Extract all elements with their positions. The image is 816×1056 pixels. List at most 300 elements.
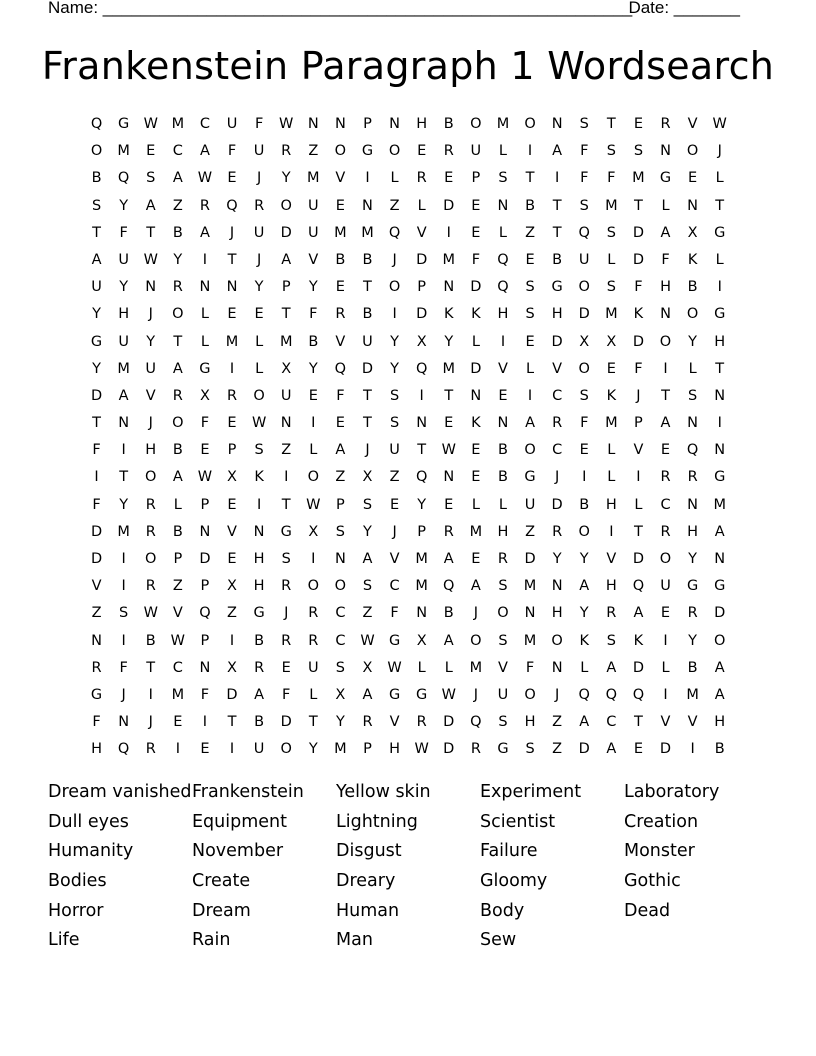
grid-letter[interactable]: J xyxy=(148,415,153,432)
grid-letter[interactable]: J xyxy=(392,251,397,268)
grid-letter[interactable]: W xyxy=(279,116,294,132)
grid-letter[interactable]: Z xyxy=(362,605,373,622)
grid-letter[interactable]: Y xyxy=(281,170,291,187)
grid-letter[interactable]: L xyxy=(390,170,399,187)
grid-letter[interactable]: T xyxy=(633,714,643,731)
grid-letter[interactable]: I xyxy=(121,442,126,459)
grid-letter[interactable]: N xyxy=(199,659,211,676)
grid-letter[interactable]: S xyxy=(498,714,508,731)
grid-letter[interactable]: J xyxy=(473,605,478,622)
grid-letter[interactable]: M xyxy=(713,496,726,513)
grid-letter[interactable]: N xyxy=(714,387,726,404)
grid-letter[interactable]: D xyxy=(632,251,644,268)
grid-letter[interactable]: E xyxy=(660,442,671,459)
grid-letter[interactable]: D xyxy=(470,279,482,296)
grid-letter[interactable]: H xyxy=(605,578,617,595)
grid-letter[interactable]: N xyxy=(416,415,428,432)
grid-letter[interactable]: D xyxy=(551,496,563,513)
grid-letter[interactable]: D xyxy=(524,551,536,567)
grid-letter[interactable]: I xyxy=(527,143,533,160)
grid-letter[interactable]: M xyxy=(307,170,320,187)
grid-letter[interactable]: G xyxy=(714,469,726,486)
grid-letter[interactable]: S xyxy=(91,197,102,214)
grid-letter[interactable]: L xyxy=(715,170,724,187)
grid-letter[interactable]: B xyxy=(525,197,536,214)
grid-letter[interactable]: W xyxy=(143,116,158,132)
grid-letter[interactable]: Y xyxy=(390,333,399,350)
grid-letter[interactable]: E xyxy=(633,741,643,758)
grid-letter[interactable]: D xyxy=(416,306,428,323)
grid-letter[interactable]: D xyxy=(578,306,590,323)
grid-letter[interactable]: Y xyxy=(390,360,399,377)
grid-letter[interactable]: W xyxy=(143,605,158,622)
grid-letter[interactable]: I xyxy=(121,578,126,595)
grid-letter[interactable]: O xyxy=(172,306,184,323)
grid-letter[interactable]: M xyxy=(686,686,699,703)
grid-letter[interactable]: G xyxy=(388,632,401,649)
grid-letter[interactable]: F xyxy=(200,415,210,432)
grid-letter[interactable]: S xyxy=(606,632,616,649)
grid-letter[interactable]: L xyxy=(498,143,507,160)
grid-letter[interactable]: T xyxy=(173,333,183,350)
grid-letter[interactable]: H xyxy=(714,333,726,350)
grid-letter[interactable]: M xyxy=(117,360,130,377)
grid-letter[interactable]: I xyxy=(717,279,722,296)
grid-letter[interactable]: V xyxy=(687,714,698,731)
grid-letter[interactable]: U xyxy=(307,224,319,241)
grid-letter[interactable]: X xyxy=(199,387,210,404)
grid-letter[interactable]: Y xyxy=(444,333,454,350)
grid-letter[interactable]: L xyxy=(309,442,318,459)
grid-letter[interactable]: C xyxy=(172,143,183,160)
grid-letter[interactable]: A xyxy=(91,251,102,268)
grid-letter[interactable]: J xyxy=(392,523,397,540)
grid-letter[interactable]: Y xyxy=(92,360,101,377)
grid-letter[interactable]: W xyxy=(441,442,456,459)
grid-letter[interactable]: I xyxy=(229,741,235,758)
grid-letter[interactable]: N xyxy=(145,279,157,296)
grid-letter[interactable]: N xyxy=(714,442,726,459)
grid-letter[interactable]: V xyxy=(145,387,156,404)
grid-letter[interactable]: D xyxy=(90,387,103,404)
grid-letter[interactable]: B xyxy=(497,469,508,486)
grid-letter[interactable]: M xyxy=(605,306,618,323)
grid-letter[interactable]: F xyxy=(119,224,128,241)
grid-letter[interactable]: V xyxy=(172,605,183,622)
grid-letter[interactable]: V xyxy=(497,360,508,377)
grid-letter[interactable]: T xyxy=(606,116,616,132)
grid-letter[interactable]: R xyxy=(497,551,508,567)
grid-letter[interactable]: Q xyxy=(497,251,509,268)
grid-letter[interactable]: H xyxy=(145,442,157,459)
grid-letter[interactable]: Q xyxy=(415,469,428,486)
grid-letter[interactable]: V xyxy=(308,251,319,268)
grid-letter[interactable]: A xyxy=(714,659,725,676)
grid-letter[interactable]: B xyxy=(145,632,156,649)
grid-letter[interactable]: N xyxy=(334,551,346,567)
grid-letter[interactable]: B xyxy=(172,523,183,540)
grid-letter[interactable]: Y xyxy=(552,551,562,567)
grid-letter[interactable]: Y xyxy=(119,496,129,513)
grid-letter[interactable]: L xyxy=(417,659,426,676)
grid-letter[interactable]: Q xyxy=(415,360,428,377)
grid-letter[interactable]: D xyxy=(280,224,292,241)
grid-letter[interactable]: N xyxy=(497,415,509,432)
grid-letter[interactable]: Z xyxy=(525,224,536,241)
grid-letter[interactable]: X xyxy=(416,632,427,649)
grid-letter[interactable]: A xyxy=(470,578,481,595)
grid-letter[interactable]: L xyxy=(255,360,264,377)
grid-letter[interactable]: Z xyxy=(335,469,346,486)
grid-letter[interactable]: E xyxy=(254,306,264,323)
grid-letter[interactable]: J xyxy=(121,686,126,703)
grid-letter[interactable]: Q xyxy=(578,686,590,703)
grid-letter[interactable]: A xyxy=(714,523,725,540)
grid-letter[interactable]: U xyxy=(524,496,536,513)
grid-letter[interactable]: H xyxy=(91,741,102,758)
grid-letter[interactable]: M xyxy=(605,197,618,214)
grid-letter[interactable]: U xyxy=(145,360,157,377)
grid-letter[interactable]: N xyxy=(91,632,102,649)
grid-letter[interactable]: H xyxy=(416,116,428,132)
grid-letter[interactable]: X xyxy=(227,469,237,486)
grid-letter[interactable]: C xyxy=(660,496,671,513)
grid-letter[interactable]: O xyxy=(307,578,319,595)
grid-letter[interactable]: E xyxy=(471,442,481,459)
grid-letter[interactable]: S xyxy=(119,605,129,622)
grid-letter[interactable]: D xyxy=(578,741,590,758)
grid-letter[interactable]: G xyxy=(361,143,374,160)
grid-letter[interactable]: M xyxy=(469,659,483,676)
grid-letter[interactable]: G xyxy=(714,224,726,241)
grid-letter[interactable]: C xyxy=(172,659,183,676)
grid-letter[interactable]: Y xyxy=(119,279,129,296)
grid-letter[interactable]: Z xyxy=(552,714,563,731)
grid-letter[interactable]: T xyxy=(363,387,372,404)
grid-letter[interactable]: R xyxy=(254,197,265,214)
grid-letter[interactable]: L xyxy=(688,360,697,377)
grid-letter[interactable]: G xyxy=(90,333,103,350)
grid-letter[interactable]: S xyxy=(525,741,535,758)
grid-letter[interactable]: P xyxy=(200,496,210,513)
grid-letter[interactable]: K xyxy=(254,469,264,486)
grid-letter[interactable]: R xyxy=(335,306,346,323)
grid-letter[interactable]: U xyxy=(226,116,238,132)
grid-letter[interactable]: K xyxy=(471,415,481,432)
grid-letter[interactable]: Y xyxy=(308,741,318,758)
grid-letter[interactable]: Y xyxy=(579,605,589,622)
grid-letter[interactable]: L xyxy=(173,496,182,513)
grid-letter[interactable]: E xyxy=(200,442,210,459)
grid-letter[interactable]: X xyxy=(416,333,427,350)
grid-letter[interactable]: X xyxy=(579,333,590,350)
grid-letter[interactable]: B xyxy=(552,251,563,268)
grid-letter[interactable]: S xyxy=(389,415,400,432)
grid-letter[interactable]: V xyxy=(633,442,644,459)
grid-letter[interactable]: L xyxy=(634,496,643,513)
grid-letter[interactable]: Q xyxy=(226,197,238,214)
grid-letter[interactable]: L xyxy=(607,442,616,459)
grid-letter[interactable]: N xyxy=(714,551,726,567)
grid-letter[interactable]: E xyxy=(579,442,589,459)
grid-letter[interactable]: V xyxy=(227,523,237,540)
grid-letter[interactable]: S xyxy=(389,387,400,404)
grid-letter[interactable]: R xyxy=(308,632,319,649)
grid-letter[interactable]: O xyxy=(497,605,509,622)
grid-letter[interactable]: R xyxy=(443,143,454,160)
grid-letter[interactable]: H xyxy=(118,306,130,323)
grid-letter[interactable]: Q xyxy=(117,170,130,187)
grid-letter[interactable]: G xyxy=(388,686,401,703)
grid-letter[interactable]: H xyxy=(497,523,509,540)
grid-letter[interactable]: R xyxy=(416,170,427,187)
grid-letter[interactable]: F xyxy=(525,659,535,676)
grid-letter[interactable]: F xyxy=(634,279,643,296)
grid-letter[interactable]: I xyxy=(311,551,316,567)
grid-letter[interactable]: D xyxy=(632,551,644,567)
grid-letter[interactable]: J xyxy=(284,605,289,622)
grid-letter[interactable]: N xyxy=(280,415,292,432)
grid-letter[interactable]: M xyxy=(225,333,239,350)
grid-letter[interactable]: G xyxy=(714,306,726,323)
grid-letter[interactable]: G xyxy=(524,469,536,486)
grid-letter[interactable]: T xyxy=(633,197,643,214)
grid-letter[interactable]: W xyxy=(306,496,321,513)
grid-letter[interactable]: Y xyxy=(417,496,427,513)
grid-letter[interactable]: R xyxy=(145,496,156,513)
grid-letter[interactable]: E xyxy=(444,170,454,187)
grid-letter[interactable]: I xyxy=(663,686,668,703)
grid-letter[interactable]: D xyxy=(416,251,428,268)
grid-letter[interactable]: A xyxy=(254,686,265,703)
grid-letter[interactable]: C xyxy=(389,578,400,595)
grid-letter[interactable]: O xyxy=(172,415,184,432)
grid-letter[interactable]: O xyxy=(578,523,590,540)
grid-letter[interactable]: L xyxy=(471,333,480,350)
grid-letter[interactable]: I xyxy=(311,415,316,432)
grid-letter[interactable]: B xyxy=(579,496,590,513)
grid-letter[interactable]: A xyxy=(552,143,563,160)
grid-letter[interactable]: O xyxy=(524,442,536,459)
grid-letter[interactable]: A xyxy=(606,741,617,758)
grid-letter[interactable]: E xyxy=(173,714,183,731)
grid-letter[interactable]: O xyxy=(686,306,699,323)
grid-letter[interactable]: A xyxy=(118,387,129,404)
grid-letter[interactable]: P xyxy=(417,279,427,296)
grid-letter[interactable]: U xyxy=(118,251,129,268)
grid-letter[interactable]: O xyxy=(280,741,292,758)
grid-letter[interactable]: E xyxy=(444,415,454,432)
grid-letter[interactable]: L xyxy=(498,496,507,513)
grid-letter[interactable]: Z xyxy=(172,197,183,214)
grid-letter[interactable]: S xyxy=(606,279,616,296)
grid-letter[interactable]: G xyxy=(416,686,428,703)
grid-letter[interactable]: M xyxy=(171,116,185,132)
grid-letter[interactable]: L xyxy=(200,333,209,350)
grid-letter[interactable]: Z xyxy=(172,578,183,595)
grid-letter[interactable]: X xyxy=(606,333,617,350)
grid-letter[interactable]: Y xyxy=(254,279,264,296)
grid-letter[interactable]: S xyxy=(254,442,264,459)
grid-letter[interactable]: F xyxy=(119,659,128,676)
grid-letter[interactable]: R xyxy=(687,605,698,622)
grid-letter[interactable]: D xyxy=(443,714,455,731)
grid-letter[interactable]: F xyxy=(200,686,210,703)
grid-letter[interactable]: L xyxy=(526,360,535,377)
grid-letter[interactable]: R xyxy=(281,143,292,160)
grid-letter[interactable]: W xyxy=(712,116,727,132)
grid-letter[interactable]: X xyxy=(335,686,346,703)
grid-letter[interactable]: N xyxy=(687,197,699,214)
grid-letter[interactable]: C xyxy=(552,442,563,459)
grid-letter[interactable]: R xyxy=(199,197,210,214)
grid-letter[interactable]: E xyxy=(227,415,237,432)
grid-letter[interactable]: K xyxy=(633,632,644,649)
grid-letter[interactable]: V xyxy=(552,360,563,377)
grid-letter[interactable]: L xyxy=(607,469,616,486)
grid-letter[interactable]: I xyxy=(392,306,397,323)
grid-letter[interactable]: A xyxy=(362,551,373,567)
grid-letter[interactable]: B xyxy=(497,442,508,459)
grid-letter[interactable]: N xyxy=(334,116,346,132)
grid-letter[interactable]: V xyxy=(606,551,617,567)
grid-letter[interactable]: Y xyxy=(173,251,183,268)
grid-letter[interactable]: R xyxy=(606,605,617,622)
grid-letter[interactable]: N xyxy=(118,415,130,432)
grid-letter[interactable]: T xyxy=(92,415,101,432)
grid-letter[interactable]: I xyxy=(121,551,126,567)
grid-letter[interactable]: Y xyxy=(92,306,101,323)
grid-letter[interactable]: L xyxy=(200,306,209,323)
grid-letter[interactable]: E xyxy=(389,496,400,513)
grid-letter[interactable]: R xyxy=(362,714,373,731)
grid-letter[interactable]: N xyxy=(199,279,211,296)
grid-letter[interactable]: U xyxy=(118,333,129,350)
grid-letter[interactable]: E xyxy=(200,741,210,758)
grid-letter[interactable]: I xyxy=(609,523,614,540)
grid-letter[interactable]: F xyxy=(580,143,589,160)
grid-letter[interactable]: A xyxy=(172,360,183,377)
grid-letter[interactable]: R xyxy=(660,469,671,486)
grid-letter[interactable]: B xyxy=(308,333,319,350)
grid-letter[interactable]: I xyxy=(500,333,506,350)
grid-letter[interactable]: O xyxy=(470,632,482,649)
grid-letter[interactable]: M xyxy=(605,415,618,432)
grid-letter[interactable]: R xyxy=(470,741,481,758)
grid-letter[interactable]: F xyxy=(309,306,318,323)
grid-letter[interactable]: Z xyxy=(308,143,319,160)
grid-letter[interactable]: A xyxy=(714,686,725,703)
grid-letter[interactable]: E xyxy=(660,605,671,622)
grid-letter[interactable]: M xyxy=(117,523,130,540)
grid-letter[interactable]: H xyxy=(253,551,265,567)
grid-letter[interactable]: I xyxy=(663,360,668,377)
grid-letter[interactable]: G xyxy=(551,279,563,296)
grid-letter[interactable]: J xyxy=(148,714,153,731)
grid-letter[interactable]: R xyxy=(226,387,238,404)
grid-letter[interactable]: N xyxy=(362,197,373,214)
grid-letter[interactable]: B xyxy=(91,170,102,187)
grid-letter[interactable]: F xyxy=(580,170,589,187)
grid-letter[interactable]: I xyxy=(148,686,153,703)
grid-letter[interactable]: O xyxy=(578,360,590,377)
grid-letter[interactable]: F xyxy=(92,496,101,513)
grid-letter[interactable]: U xyxy=(91,279,102,296)
grid-letter[interactable]: N xyxy=(687,496,699,513)
grid-letter[interactable]: Q xyxy=(199,605,211,622)
grid-letter[interactable]: E xyxy=(417,143,427,160)
grid-letter[interactable]: T xyxy=(715,197,725,214)
grid-letter[interactable]: N xyxy=(551,659,563,676)
grid-letter[interactable]: O xyxy=(388,279,401,296)
grid-letter[interactable]: L xyxy=(661,197,670,214)
grid-letter[interactable]: L xyxy=(498,224,507,241)
grid-letter[interactable]: L xyxy=(255,333,264,350)
grid-letter[interactable]: P xyxy=(363,116,372,132)
grid-letter[interactable]: D xyxy=(714,605,726,622)
grid-letter[interactable]: Z xyxy=(281,442,292,459)
grid-letter[interactable]: F xyxy=(227,143,237,160)
grid-letter[interactable]: A xyxy=(660,224,671,241)
grid-letter[interactable]: O xyxy=(524,116,536,132)
grid-letter[interactable]: A xyxy=(172,170,183,187)
grid-letter[interactable]: K xyxy=(633,306,644,323)
grid-letter[interactable]: K xyxy=(606,387,617,404)
grid-letter[interactable]: J xyxy=(365,442,370,459)
grid-letter[interactable]: X xyxy=(308,523,319,540)
grid-letter[interactable]: F xyxy=(92,442,101,459)
grid-letter[interactable]: N xyxy=(660,306,671,323)
grid-letter[interactable]: U xyxy=(253,741,265,758)
grid-letter[interactable]: B xyxy=(254,632,265,649)
grid-letter[interactable]: B xyxy=(443,116,454,132)
grid-letter[interactable]: T xyxy=(661,387,670,404)
grid-letter[interactable]: B xyxy=(714,741,725,758)
grid-letter[interactable]: E xyxy=(498,387,508,404)
grid-letter[interactable]: R xyxy=(687,469,698,486)
grid-letter[interactable]: S xyxy=(579,387,589,404)
grid-letter[interactable]: D xyxy=(90,551,103,567)
grid-letter[interactable]: P xyxy=(227,442,237,459)
grid-letter[interactable]: M xyxy=(469,523,483,540)
grid-letter[interactable]: O xyxy=(90,143,103,160)
grid-letter[interactable]: T xyxy=(633,523,643,540)
grid-letter[interactable]: K xyxy=(579,632,589,649)
grid-letter[interactable]: I xyxy=(229,632,235,649)
grid-letter[interactable]: M xyxy=(279,333,293,350)
grid-letter[interactable]: T xyxy=(444,387,454,404)
grid-letter[interactable]: R xyxy=(145,578,156,595)
grid-letter[interactable]: A xyxy=(281,251,292,268)
grid-letter[interactable]: E xyxy=(227,170,237,187)
grid-letter[interactable]: S xyxy=(606,143,616,160)
grid-letter[interactable]: M xyxy=(523,632,537,649)
grid-letter[interactable]: S xyxy=(525,306,535,323)
grid-letter[interactable]: Q xyxy=(497,279,509,296)
grid-letter[interactable]: T xyxy=(281,306,291,323)
grid-letter[interactable]: I xyxy=(717,415,722,432)
grid-letter[interactable]: N xyxy=(253,523,265,540)
grid-letter[interactable]: N xyxy=(226,279,238,296)
grid-letter[interactable]: F xyxy=(254,116,264,132)
grid-letter[interactable]: O xyxy=(145,551,157,567)
grid-letter[interactable]: I xyxy=(446,224,451,241)
grid-letter[interactable]: N xyxy=(443,469,455,486)
grid-letter[interactable]: R xyxy=(145,523,156,540)
grid-letter[interactable]: I xyxy=(202,251,208,268)
grid-letter[interactable]: U xyxy=(497,686,509,703)
grid-letter[interactable]: A xyxy=(443,632,454,649)
